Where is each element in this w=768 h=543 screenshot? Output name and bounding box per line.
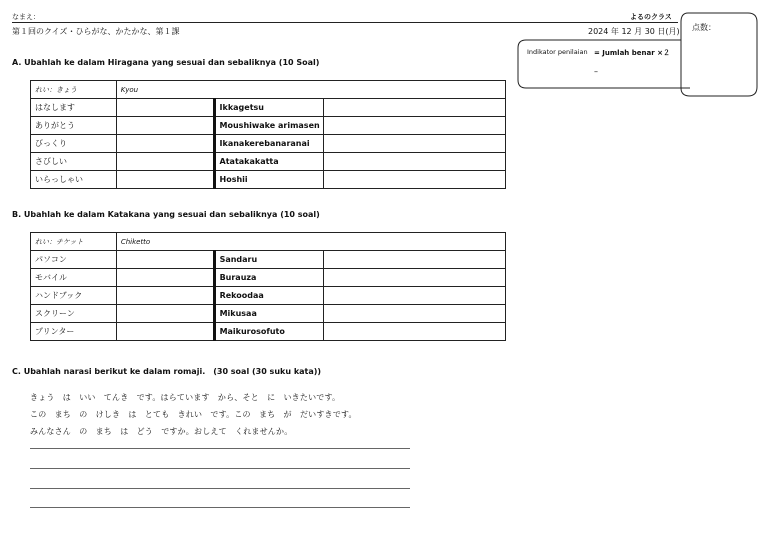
question-cell: Sandaru <box>214 251 324 269</box>
answer-field[interactable] <box>116 287 214 305</box>
score-label: 点数： <box>692 23 716 32</box>
narrative-line-3: みんなさん の まち は どう ですか。おしえて くれませんか。 <box>30 427 293 436</box>
table-row <box>31 81 506 99</box>
question-cell: Ikanakerebanaranai <box>214 135 324 153</box>
answer-field[interactable] <box>116 135 214 153</box>
table-row <box>31 287 506 305</box>
question-cell: Burauza <box>214 269 324 287</box>
answer-field[interactable] <box>324 323 506 341</box>
name-label: なまえ： <box>12 13 40 21</box>
section-b-table <box>30 232 506 341</box>
answer-field[interactable] <box>324 269 506 287</box>
question-cell: いらっしゃい <box>31 171 117 189</box>
table-row <box>31 171 506 189</box>
table-row <box>31 99 506 117</box>
section-a-title: A. Ubahlah ke dalam Hiragana yang sesuai dan sebaliknya (10 Soal) <box>12 58 320 67</box>
answer-line-3[interactable] <box>30 488 410 489</box>
score-dash: – <box>594 67 598 76</box>
answer-field[interactable] <box>324 153 506 171</box>
question-cell: Moushiwake arimasen <box>214 117 324 135</box>
quiz-date: 2024 年 12 月 30 日(月) <box>588 27 680 36</box>
quiz-title: 第１回のクイズ・ひらがな、かたかな、第１課 <box>12 27 180 36</box>
section-b-title: B. Ubahlah ke dalam Katakana yang sesuai dan sebaliknya (10 soal) <box>12 210 320 219</box>
answer-field[interactable] <box>324 99 506 117</box>
question-cell: パソコン <box>31 251 117 269</box>
table-row <box>31 323 506 341</box>
answer-line-1[interactable] <box>30 448 410 449</box>
answer-field[interactable] <box>324 135 506 153</box>
answer-field[interactable] <box>116 171 214 189</box>
question-cell: スクリーン <box>31 305 117 323</box>
section-a-table <box>30 80 506 189</box>
answer-field[interactable] <box>324 117 506 135</box>
question-cell: はなします <box>31 99 117 117</box>
question-cell: さびしい <box>31 153 117 171</box>
table-row <box>31 269 506 287</box>
answer-field[interactable] <box>116 305 214 323</box>
answer-field[interactable] <box>324 287 506 305</box>
question-cell: Ikkagetsu <box>214 99 324 117</box>
example-prompt: れい：きょう <box>31 81 117 99</box>
section-c-title: C. Ubahlah narasi berikut ke dalam romaji. (30 soal (30 suku kata)) <box>12 367 322 376</box>
narrative-line-1: きょう は いい てんき です。はらています から、そと に いきたいです。 <box>30 393 341 402</box>
table-row <box>31 135 506 153</box>
question-cell: Mikusaa <box>214 305 324 323</box>
question-cell: ハンドブック <box>31 287 117 305</box>
answer-field[interactable] <box>116 153 214 171</box>
question-cell: モバイル <box>31 269 117 287</box>
table-row <box>31 117 506 135</box>
question-cell: Atatakakatta <box>214 153 324 171</box>
question-cell: Hoshii <box>214 171 324 189</box>
table-row <box>31 251 506 269</box>
answer-field[interactable] <box>324 171 506 189</box>
question-cell: Rekoodaa <box>214 287 324 305</box>
answer-line-4[interactable] <box>30 507 410 508</box>
answer-field[interactable] <box>116 269 214 287</box>
example-prompt: れい：チケット <box>31 233 117 251</box>
answer-field[interactable] <box>324 305 506 323</box>
indicator-label: Indikator penilaian <box>527 48 588 56</box>
answer-field[interactable] <box>116 251 214 269</box>
answer-line-2[interactable] <box>30 468 410 469</box>
question-cell: プリンター <box>31 323 117 341</box>
question-cell: ありがとう <box>31 117 117 135</box>
table-row <box>31 233 506 251</box>
score-formula: = Jumlah benar ×２ <box>594 49 670 57</box>
question-cell: びっくり <box>31 135 117 153</box>
class-name: よるのクラス <box>630 13 672 21</box>
answer-field[interactable] <box>324 251 506 269</box>
table-row <box>31 305 506 323</box>
question-cell: Maikurosofuto <box>214 323 324 341</box>
answer-field[interactable] <box>116 323 214 341</box>
answer-field[interactable] <box>116 99 214 117</box>
table-row <box>31 153 506 171</box>
example-answer: Chiketto <box>116 233 505 251</box>
example-answer: Kyou <box>116 81 505 99</box>
narrative-line-2: この まち の けしき は とても きれい です。この まち が だいすきです。 <box>30 410 357 419</box>
answer-field[interactable] <box>116 117 214 135</box>
